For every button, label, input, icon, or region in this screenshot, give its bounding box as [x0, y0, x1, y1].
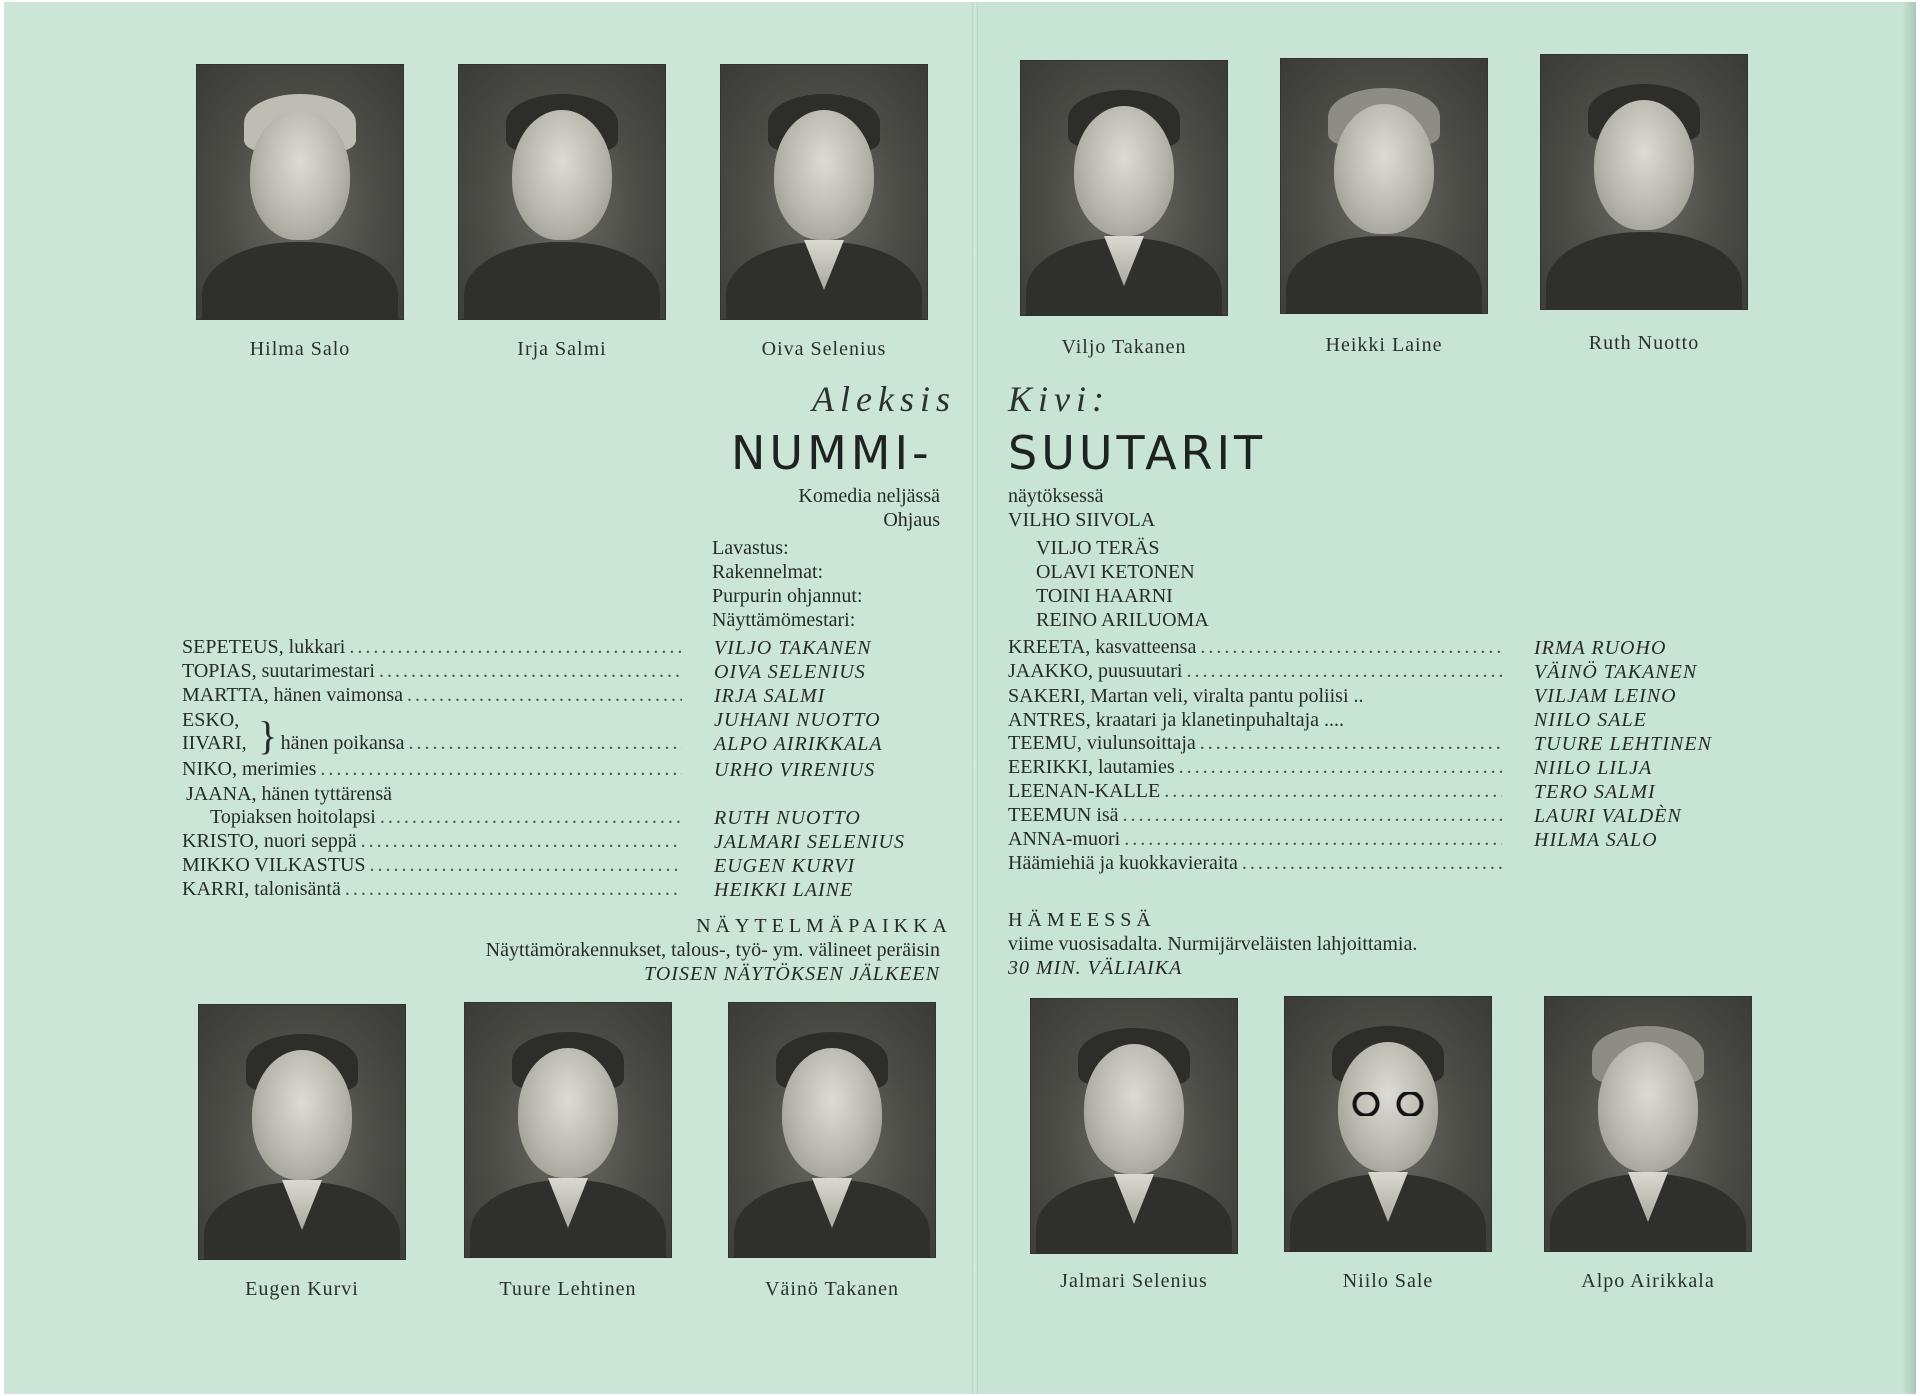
- photo-jalmari-selenius: [1030, 998, 1238, 1254]
- cast-role: NIKO, merimies: [182, 758, 317, 780]
- credit-label: Näyttämömestari:: [712, 609, 856, 631]
- cast-role: TEEMUN isä: [1008, 804, 1119, 826]
- photo-viljo-takanen: [1020, 60, 1228, 316]
- play-title-right: SUUTARIT: [1008, 426, 1267, 480]
- photo-irja-salmi: [458, 64, 666, 320]
- author-last-name: Kivi:: [1008, 379, 1110, 419]
- cast-row: [1008, 852, 1502, 876]
- credit-label: Lavastus:: [712, 537, 789, 559]
- caption: Väinö Takanen: [765, 1278, 899, 1300]
- credit-value: TOINI HAARNI: [1036, 585, 1173, 607]
- photo-heikki-laine: [1280, 58, 1488, 314]
- photo-ruth-nuotto: [1540, 54, 1748, 310]
- cast-role: LEENAN-KALLE: [1008, 780, 1161, 802]
- cast-row: [1008, 780, 1502, 804]
- caption: Viljo Takanen: [1061, 336, 1187, 358]
- caption: Oiva Selenius: [761, 338, 887, 360]
- play-title-left: NUMMI-: [731, 426, 933, 480]
- place-label: NÄYTELMÄPAIKKA: [696, 915, 952, 937]
- cast-actor: TERO SALMI: [1534, 781, 1656, 803]
- caption: Heikki Laine: [1325, 334, 1443, 356]
- cast-role: KRISTO, nuori seppä: [182, 830, 357, 852]
- caption: Eugen Kurvi: [245, 1278, 359, 1300]
- cast-role: TEEMU, viulunsoittaja: [1008, 732, 1196, 754]
- cast-role: ANNA-muori: [1008, 828, 1121, 850]
- cast-row: [182, 684, 682, 708]
- cast-row: [1008, 804, 1502, 828]
- photo-vaino-takanen: [728, 1002, 936, 1258]
- cast-actor: NIILO SALE: [1534, 709, 1647, 731]
- sons-label: hänen poikansa: [280, 732, 405, 754]
- credit-label: Rakennelmat:: [712, 561, 824, 583]
- photo-oiva-selenius: [720, 64, 928, 320]
- cast-row: [182, 732, 682, 756]
- page-edge: [1902, 2, 1916, 1394]
- caption: Alpo Airikkala: [1581, 1270, 1715, 1292]
- cast-row: [182, 830, 682, 854]
- cast-row: [1008, 636, 1502, 660]
- cast-actor: RUTH NUOTTO: [714, 807, 861, 829]
- cast-role: ESKO,: [182, 709, 240, 731]
- credit-value: REINO ARILUOMA: [1036, 609, 1209, 631]
- subtitle-left: Komedia neljässä: [798, 485, 940, 507]
- cast-role: SAKERI, Martan veli, viralta pantu poliisi ..: [1008, 685, 1364, 707]
- intermission-left: TOISEN NÄYTÖKSEN JÄLKEEN: [644, 963, 940, 985]
- caption: Ruth Nuotto: [1588, 332, 1700, 354]
- cast-row: [1008, 756, 1502, 780]
- caption: Hilma Salo: [249, 338, 351, 360]
- cast-row: [210, 806, 682, 830]
- cast-row: [182, 878, 682, 902]
- cast-actor: IRMA RUOHO: [1534, 637, 1667, 659]
- credit-label: Purpurin ohjannut:: [712, 585, 863, 607]
- photo-alpo-airikkala: [1544, 996, 1752, 1252]
- photo-tuure-lehtinen: [464, 1002, 672, 1258]
- cast-actor: OIVA SELENIUS: [714, 661, 866, 683]
- cast-actor: HEIKKI LAINE: [714, 879, 854, 901]
- cast-role: Häämiehiä ja kuokkavieraita: [1008, 852, 1238, 874]
- cast-role: IIVARI,: [182, 732, 247, 754]
- cast-role: KARRI, talonisäntä: [182, 878, 341, 900]
- cast-actor: VILJO TAKANEN: [714, 637, 872, 659]
- cast-role: SEPETEUS, lukkari: [182, 636, 346, 658]
- cast-role: EERIKKI, lautamies: [1008, 756, 1175, 778]
- caption: Jalmari Selenius: [1060, 1270, 1208, 1292]
- credit-value: OLAVI KETONEN: [1036, 561, 1195, 583]
- props-text-right: viime vuosisadalta. Nurmijärveläisten lahjoittamia.: [1008, 933, 1418, 955]
- caption: Niilo Sale: [1342, 1270, 1434, 1292]
- cast-actor: VÄINÖ TAKANEN: [1534, 661, 1698, 683]
- cast-role: TOPIAS, suutarimestari: [182, 660, 375, 682]
- cast-row: [182, 854, 682, 878]
- cast-row: [182, 660, 682, 684]
- props-text-left: Näyttämörakennukset, talous-, työ- ym. välineet peräisin: [485, 939, 940, 961]
- cast-actor: URHO VIRENIUS: [714, 759, 876, 781]
- program-spread: [4, 2, 1916, 1394]
- cast-actor: HILMA SALO: [1534, 829, 1658, 851]
- director-name: VILHO SIIVOLA: [1008, 509, 1156, 531]
- caption: Irja Salmi: [517, 338, 607, 360]
- cast-row: [1008, 732, 1502, 756]
- credit-value: VILJO TERÄS: [1036, 537, 1160, 559]
- cast-actor: NIILO LILJA: [1534, 757, 1653, 779]
- cast-actor: JUHANI NUOTTO: [714, 709, 881, 731]
- caption: Tuure Lehtinen: [499, 1278, 637, 1300]
- brace: }: [258, 713, 278, 758]
- cast-actor: JALMARI SELENIUS: [714, 831, 905, 853]
- place-value: HÄMEESSÄ: [1008, 909, 1156, 931]
- cast-role: JAAKKO, puusuutari: [1008, 660, 1183, 682]
- subtitle-right: näytöksessä: [1008, 485, 1104, 507]
- cast-actor: ALPO AIRIKKALA: [714, 733, 883, 755]
- cast-actor: LAURI VALDÈN: [1534, 805, 1682, 827]
- author-first-name: Aleksis: [812, 379, 956, 419]
- cast-role: MARTTA, hänen vaimonsa: [182, 684, 404, 706]
- cast-role: JAANA, hänen tyttärensä: [186, 783, 393, 805]
- cast-row: [1008, 660, 1502, 684]
- cast-role: Topiaksen hoitolapsi: [210, 806, 376, 828]
- photo-hilma-salo: [196, 64, 404, 320]
- intermission-right: 30 MIN. VÄLIAIKA: [1008, 957, 1183, 979]
- cast-actor: IRJA SALMI: [714, 685, 826, 707]
- cast-actor: VILJAM LEINO: [1534, 685, 1677, 707]
- cast-role: MIKKO VILKASTUS: [182, 854, 366, 876]
- photo-niilo-sale: [1284, 996, 1492, 1252]
- cast-actor: TUURE LEHTINEN: [1534, 733, 1712, 755]
- cast-role: KREETA, kasvatteensa: [1008, 636, 1197, 658]
- director-label: Ohjaus: [883, 509, 940, 531]
- page-fold: [972, 2, 978, 1394]
- cast-role: ANTRES, kraatari ja klanetinpuhaltaja ....: [1008, 709, 1345, 731]
- cast-actor: EUGEN KURVI: [714, 855, 856, 877]
- photo-eugen-kurvi: [198, 1004, 406, 1260]
- cast-row: [182, 636, 682, 660]
- cast-row: [182, 758, 682, 782]
- cast-row: [1008, 828, 1502, 852]
